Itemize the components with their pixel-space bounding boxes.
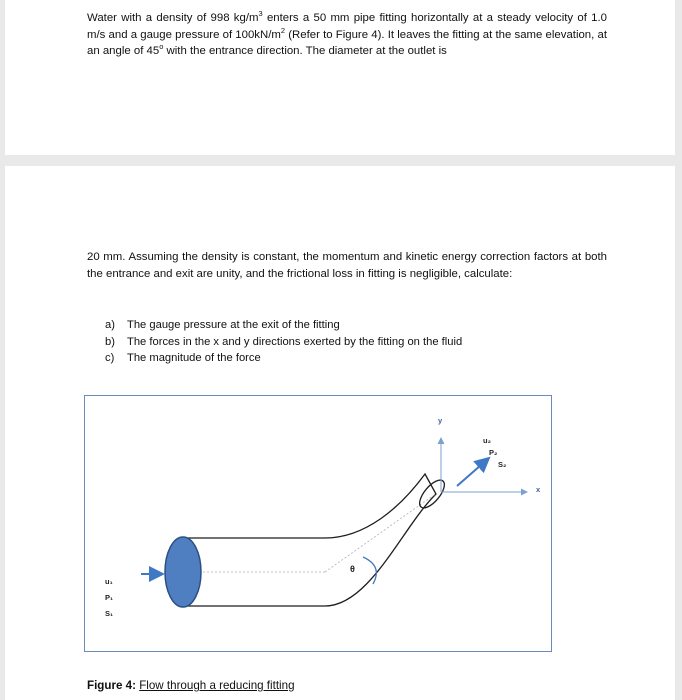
list-item: [105, 334, 462, 351]
inlet-label-s1: S₁: [105, 609, 114, 618]
outlet-velocity-arrow: [457, 458, 489, 486]
document-page-1: [5, 0, 675, 155]
document-page-2: [5, 166, 675, 700]
question-letter: b): [105, 335, 115, 348]
inlet-ellipse: [165, 537, 201, 607]
para1-text-2: enters a 50 mm pipe fitting horizontally at a steady velocity of 1.0 m/s and a gauge pressure of 100kN/m: [87, 12, 607, 41]
pipe-diagram: [85, 396, 551, 651]
angle-label-theta: θ: [350, 564, 355, 574]
para1-text-1: Water with a density of 998 kg/m: [87, 12, 259, 24]
question-text: The gauge pressure at the exit of the fitting: [127, 319, 340, 331]
problem-paragraph-2: 20 mm. Assuming the density is constant, the momentum and kinetic energy correction factors at both the entrance and exit are unity, and the frictional loss in fitting is negligible, calculate:: [87, 251, 607, 280]
list-item: [105, 350, 462, 367]
caption-separator: :: [132, 679, 140, 692]
caption-figure-title: Flow through a reducing fitting: [139, 679, 295, 692]
problem-paragraph-1: [87, 10, 607, 60]
question-letter: c): [105, 352, 115, 364]
question-list: [105, 317, 462, 367]
list-item: [105, 317, 462, 334]
outlet-ellipse: [415, 476, 448, 512]
pipe-body: [184, 474, 436, 606]
para1-text-3: (Refer to Figure 4). It leaves the fitting at the same elevation, at an angle of 45: [87, 28, 607, 58]
inlet-label-p1: P₁: [105, 593, 114, 602]
question-text: The forces in the x and y directions exerted by the fitting on the fluid: [127, 335, 463, 348]
inlet-label-u1: u₁: [105, 577, 113, 586]
outlet-label-u2: u₂: [483, 436, 491, 445]
axis-label-x: x: [536, 485, 541, 494]
figure-caption: [87, 679, 295, 692]
para1-sup-cubed: 3: [258, 9, 263, 19]
para1-sup-squared: 2: [280, 25, 286, 35]
para1-text-4: with the entrance direction. The diameter at the outlet is: [163, 45, 447, 58]
axis-label-y: y: [438, 416, 443, 425]
para1-sup-degree: o: [159, 42, 164, 52]
caption-figure-number: Figure 4: [87, 679, 133, 692]
outlet-label-p2: P₂: [489, 448, 498, 457]
question-letter: a): [105, 319, 115, 331]
outlet-label-s2: S₂: [498, 460, 507, 469]
figure-reducing-fitting: [84, 395, 552, 652]
question-text: The magnitude of the force: [127, 352, 261, 364]
